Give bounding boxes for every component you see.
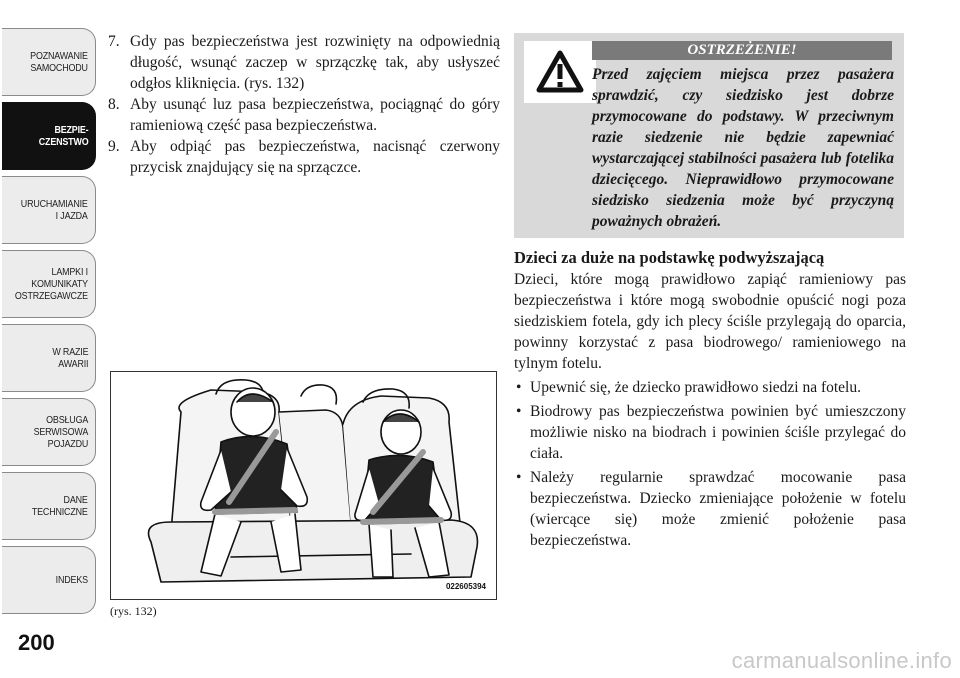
warning-text — [526, 64, 894, 232]
step-number: 7. — [108, 33, 120, 50]
tab-label: INDEKS — [55, 574, 88, 586]
page-number: 200 — [18, 630, 55, 655]
bullet-icon: • — [516, 469, 522, 486]
section-children-too-big — [514, 247, 906, 554]
tab-label: BEZPIE- CZENSTWO — [38, 124, 88, 148]
tab-dane-techniczne[interactable] — [2, 472, 96, 540]
tab-label: POZNAWANIE SAMOCHODU — [30, 50, 88, 74]
list-item-text: Biodrowy pas bezpieczeństwa powinien być umieszczony możliwie nisko na biodrach i powinien ściśle przylegać do ciała. — [530, 403, 906, 462]
list-item — [514, 401, 906, 464]
section-paragraph: Dzieci, które mogą prawidłowo zapiąć ramieniowy pas bezpieczeństwa i które mogą swobodnie opuścić nogi poza siedziskiem fotela, gdy ich plecy ściśle przylegają do oparcia, powinny korzystać z pasa biodrowego/ ramieniowego na tylnym fotelu. — [514, 271, 906, 372]
warning-title: OSTRZEŻENIE! — [592, 41, 892, 60]
tab-label: URUCHAMIANIE I JAZDA — [21, 198, 88, 222]
tab-indeks[interactable] — [2, 546, 96, 614]
list-item-text: Upewnić się, że dziecko prawidłowo siedzi na fotelu. — [530, 379, 861, 396]
section-heading: Dzieci za duże na podstawkę podwyższającą — [514, 248, 825, 267]
tab-label: LAMPKI I KOMUNIKATY OSTRZEGAWCZE — [14, 266, 88, 302]
tab-poznawanie-samochodu[interactable] — [2, 28, 96, 96]
figure-code: 022605394 — [445, 582, 486, 591]
tab-uruchamianie-i-jazda[interactable] — [2, 176, 96, 244]
figure-caption: (rys. 132) — [110, 604, 157, 618]
step-item — [108, 31, 500, 94]
figure-children-in-seat — [110, 371, 497, 600]
bullet-icon: • — [516, 403, 522, 420]
tab-bezpieczenstwo[interactable] — [2, 102, 96, 170]
bullet-list — [514, 377, 906, 551]
step-text: Aby usunąć luz pasa bezpieczeństwa, pociągnąć do góry ramieniową część pasa bezpieczeństwa. — [130, 96, 500, 134]
step-number: 9. — [108, 138, 120, 155]
step-item — [108, 94, 500, 136]
steps-list — [108, 31, 500, 178]
tab-obsluga-serwisowa[interactable] — [2, 398, 96, 466]
tab-label: W RAZIE AWARII — [51, 346, 88, 370]
tab-lampki-i-komunikaty[interactable] — [2, 250, 96, 318]
warning-body: Przed zajęciem miejsca przez pasażera sprawdzić, czy siedzisko jest dobrze przymocowane do podstawy. W przeciwnym razie siedzenie nie będzie zapewniać wystarczającej stabilności pasażera lub fotelika dziecięcego. Nieprawidłowo przymocowane siedzisko siedzenia może być przyczyną poważnych obrażeń. — [592, 66, 894, 230]
children-seatbelt-illustration — [111, 372, 497, 600]
tab-w-razie-awarii[interactable] — [2, 324, 96, 392]
step-text: Aby odpiąć pas bezpieczeństwa, nacisnąć czerwony przycisk znajdujący się na sprzączce. — [130, 138, 500, 176]
tab-label: DANE TECHNICZNE — [32, 494, 88, 518]
step-item — [108, 136, 500, 178]
list-item — [514, 467, 906, 551]
step-text: Gdy pas bezpieczeństwa jest rozwinięty na odpowiednią długość, wsunąć zaczep w sprzączkę tak, aby usłyszeć odgłos kliknięcia. (rys. 132) — [130, 33, 500, 92]
step-number: 8. — [108, 96, 120, 113]
list-item-text: Należy regularnie sprawdzać mocowanie pasa bezpieczeństwa. Dziecko zmieniające położenie w fotelu (wiercące się) może zmienić położenie pasa bezpieczeństwa. — [530, 469, 906, 549]
list-item — [514, 377, 906, 398]
tab-label: OBSŁUGA SERWISOWA POJAZDU — [33, 414, 88, 450]
warning-box — [514, 33, 904, 238]
watermark: carmanualsonline.info — [731, 648, 952, 673]
bullet-icon: • — [516, 379, 522, 396]
